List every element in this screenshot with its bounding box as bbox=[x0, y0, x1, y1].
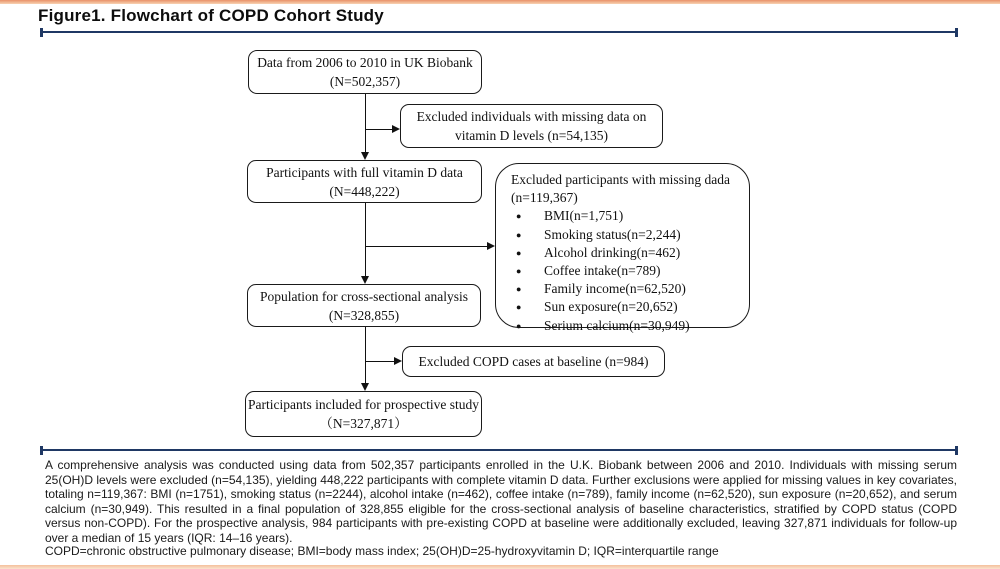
flow-box-excluded-vitamin-d bbox=[400, 104, 663, 148]
bullet-icon: ● bbox=[516, 320, 522, 331]
arrowhead-right-icon bbox=[487, 242, 495, 250]
bottom-accent-bar bbox=[0, 565, 1000, 569]
list-item-label: Coffee intake(n=789) bbox=[544, 263, 661, 279]
flow-box-count: （N=327,871） bbox=[319, 416, 408, 431]
bottom-rule bbox=[40, 449, 958, 451]
abbreviation-note: COPD=chronic obstructive pulmonary disease; BMI=body mass index; 25(OH)D=25-hydroxyvitamin D; IQR=interquartile range bbox=[45, 544, 719, 558]
flow-connector bbox=[365, 94, 367, 153]
flow-box-count: (N=328,855) bbox=[328, 307, 400, 323]
list-item bbox=[511, 207, 739, 225]
list-item bbox=[511, 262, 739, 280]
flow-box-text: Data from 2006 to 2010 in UK Biobank bbox=[257, 55, 473, 70]
list-item-label: Alcohol drinking(n=462) bbox=[544, 244, 681, 260]
flow-box-count: vitamin D levels (n=54,135) bbox=[454, 128, 609, 143]
figure-title: Figure1. Flowchart of COPD Cohort Study bbox=[38, 6, 384, 25]
flow-box-count: (n=119,367) bbox=[511, 190, 578, 206]
flow-box-excluded-missing-covariates bbox=[495, 163, 750, 333]
arrowhead-down-icon bbox=[361, 383, 369, 391]
arrowhead-down-icon bbox=[361, 152, 369, 160]
flow-box-source bbox=[248, 50, 482, 94]
flow-connector bbox=[365, 246, 487, 248]
flow-box-text: Excluded individuals with missing data on bbox=[416, 109, 647, 124]
bullet-icon: ● bbox=[516, 302, 522, 313]
list-item-label: Sun exposure(n=20,652) bbox=[544, 299, 678, 315]
bullet-icon: ● bbox=[516, 229, 522, 240]
list-item bbox=[511, 317, 739, 335]
flow-box-full-vitamin-d bbox=[247, 160, 482, 203]
flow-connector bbox=[365, 361, 394, 363]
list-item-label: Family income(n=62,520) bbox=[544, 281, 686, 297]
bullet-icon: ● bbox=[516, 284, 522, 295]
list-item bbox=[511, 226, 739, 244]
list-item-label: Serium calcium(n=30,949) bbox=[544, 317, 690, 333]
flow-box-cross-sectional bbox=[247, 284, 481, 327]
flow-box-excluded-copd-baseline bbox=[402, 346, 665, 377]
flow-connector bbox=[365, 129, 393, 131]
arrowhead-down-icon bbox=[361, 276, 369, 284]
list-item-label: Smoking status(n=2,244) bbox=[544, 226, 681, 242]
arrowhead-right-icon bbox=[392, 125, 400, 133]
bullet-icon: ● bbox=[516, 247, 522, 258]
bullet-icon: ● bbox=[516, 211, 522, 222]
flow-box-text: Participants included for prospective study bbox=[248, 397, 479, 412]
flow-box-count: (N=448,222) bbox=[329, 183, 400, 199]
flow-box-prospective bbox=[245, 391, 482, 437]
flow-box-text: Excluded participants with missing dada bbox=[511, 172, 730, 187]
arrowhead-right-icon bbox=[394, 357, 402, 365]
flow-connector bbox=[365, 327, 367, 384]
list-item bbox=[511, 280, 739, 298]
list-item-label: BMI(n=1,751) bbox=[544, 208, 624, 224]
flow-box-text: Participants with full vitamin D data bbox=[266, 164, 463, 180]
figure-caption: A comprehensive analysis was conducted using data from 502,357 participants enrolled in the U.K. Biobank between 2006 and 2010. Individuals with missing serum 25(OH)D levels were excluded (n=54,135), yielding 448,222 participants with complete vitamin D data. Further exclusions were applied for missing values in key covariates, totaling n=119,367: BMI (n=1751), smoking status (n=2244), alcohol intake (n=462), coffee intake (n=789), family income (n=62,520), sun exposure (n=20,652), and serum calcium (n=30,949). This resulted in a final population of 328,855 eligible for the cross-sectional analysis of baseline characteristics, stratified by COPD status (COPD versus non-COPD). For the prospective analysis, 984 participants with pre-existing COPD at baseline were additionally excluded, leaving 327,871 individuals for follow-up over a median of 15 years (IQR: 14–16 years). bbox=[45, 458, 957, 545]
flow-connector bbox=[365, 203, 367, 277]
bullet-icon: ● bbox=[516, 266, 522, 277]
list-item bbox=[511, 244, 739, 262]
flow-box-count: (N=502,357) bbox=[329, 74, 401, 89]
flow-box-text: Excluded COPD cases at baseline (n=984) bbox=[418, 354, 649, 369]
list-item bbox=[511, 298, 739, 316]
flow-box-text: Population for cross-sectional analysis bbox=[259, 288, 469, 304]
